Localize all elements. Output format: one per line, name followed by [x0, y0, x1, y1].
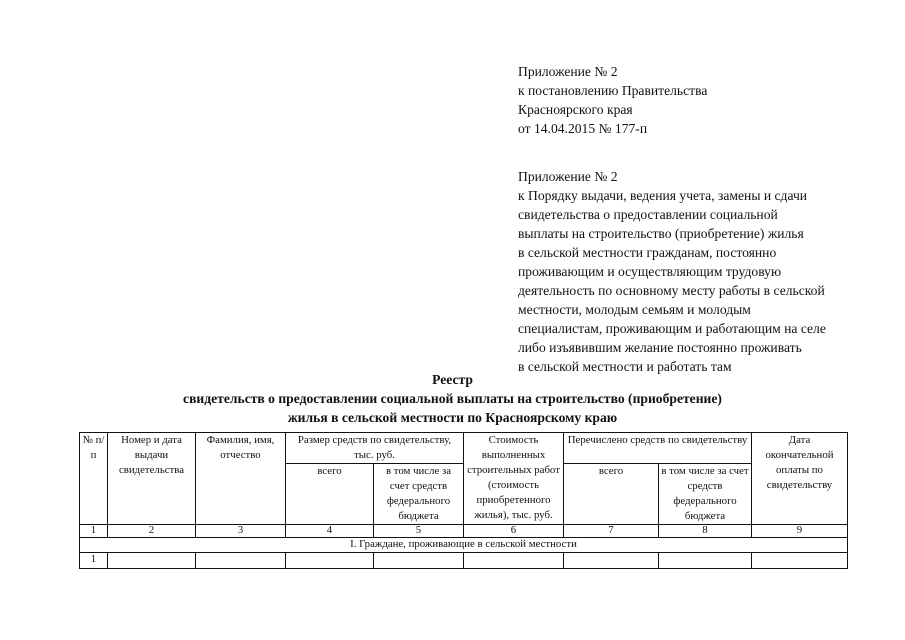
appendix-line: Приложение № 2 [518, 169, 618, 184]
appendix-line: свидетельства о предоставлении социальной [518, 207, 778, 222]
appendix-header-resolution [518, 62, 707, 138]
column-number: 3 [196, 525, 286, 538]
cell-amount-total [286, 553, 374, 569]
appendix-line: в сельской местности и работать там [518, 359, 732, 374]
header-amount-federal: в том числе за счет средств федерального бюджета [374, 464, 464, 525]
appendix-line: либо изъявившим желание постоянно проживать [518, 340, 802, 355]
title-line-1: Реестр [432, 372, 473, 387]
registry-table [79, 432, 848, 569]
cell-final-date [752, 553, 848, 569]
appendix-header-order [518, 167, 826, 376]
title-line-3: жилья в сельской местности по Красноярскому краю [287, 410, 618, 425]
header-final-date: Дата окончательной оплаты по свидетельству [752, 433, 848, 525]
header-full-name: Фамилия, имя, отчество [196, 433, 286, 525]
cell-full-name [196, 553, 286, 569]
cell-transfer-federal [659, 553, 752, 569]
cell-construction-cost [464, 553, 564, 569]
appendix-line: местности, молодым семьям и молодым [518, 302, 751, 317]
section-row [80, 538, 848, 553]
header-amount-total: всего [286, 464, 374, 525]
column-number-row [80, 525, 848, 538]
column-number: 9 [752, 525, 848, 538]
header-amount-group: Размер средств по свидетельству, тыс. руб. [286, 433, 464, 464]
table-row [80, 553, 848, 569]
header-transfer-total: всего [564, 464, 659, 525]
appendix-line: Красноярского края [518, 102, 633, 117]
appendix-line: Приложение № 2 [518, 64, 618, 79]
document-title [0, 370, 905, 427]
header-row-1 [80, 433, 848, 464]
column-number: 8 [659, 525, 752, 538]
cell-amount-federal [374, 553, 464, 569]
column-number: 4 [286, 525, 374, 538]
appendix-line: к Порядку выдачи, ведения учета, замены и сдачи [518, 188, 808, 203]
cell-transfer-total [564, 553, 659, 569]
header-certificate: Номер и дата выдачи свидетельства [108, 433, 196, 525]
column-number: 7 [564, 525, 659, 538]
column-number: 2 [108, 525, 196, 538]
cell-num: 1 [80, 553, 108, 569]
header-construction-cost: Стоимость выполненных строительных работ (стоимость приобретенного жилья), тыс. руб. [464, 433, 564, 525]
header-transfer-federal: в том числе за счет средств федерального бюджета [659, 464, 752, 525]
appendix-line: специалистам, проживающим и работающим на селе [518, 321, 826, 336]
title-line-2: свидетельств о предоставлении социальной выплаты на строительство (приобретение) [183, 391, 722, 406]
header-num: № п/п [80, 433, 108, 525]
column-number: 6 [464, 525, 564, 538]
appendix-line: проживающим и осуществляющим трудовую [518, 264, 782, 279]
column-number: 5 [374, 525, 464, 538]
appendix-line: от 14.04.2015 № 177-п [518, 121, 648, 136]
section-title: I. Граждане, проживающие в сельской местности [80, 538, 848, 553]
appendix-line: к постановлению Правительства [518, 83, 708, 98]
appendix-line: выплаты на строительство (приобретение) жилья [518, 226, 804, 241]
cell-certificate [108, 553, 196, 569]
header-transfer-group: Перечислено средств по свидетельству [564, 433, 752, 464]
column-number: 1 [80, 525, 108, 538]
appendix-line: в сельской местности гражданам, постоянно [518, 245, 777, 260]
appendix-line: деятельность по основному месту работы в сельской [518, 283, 825, 298]
